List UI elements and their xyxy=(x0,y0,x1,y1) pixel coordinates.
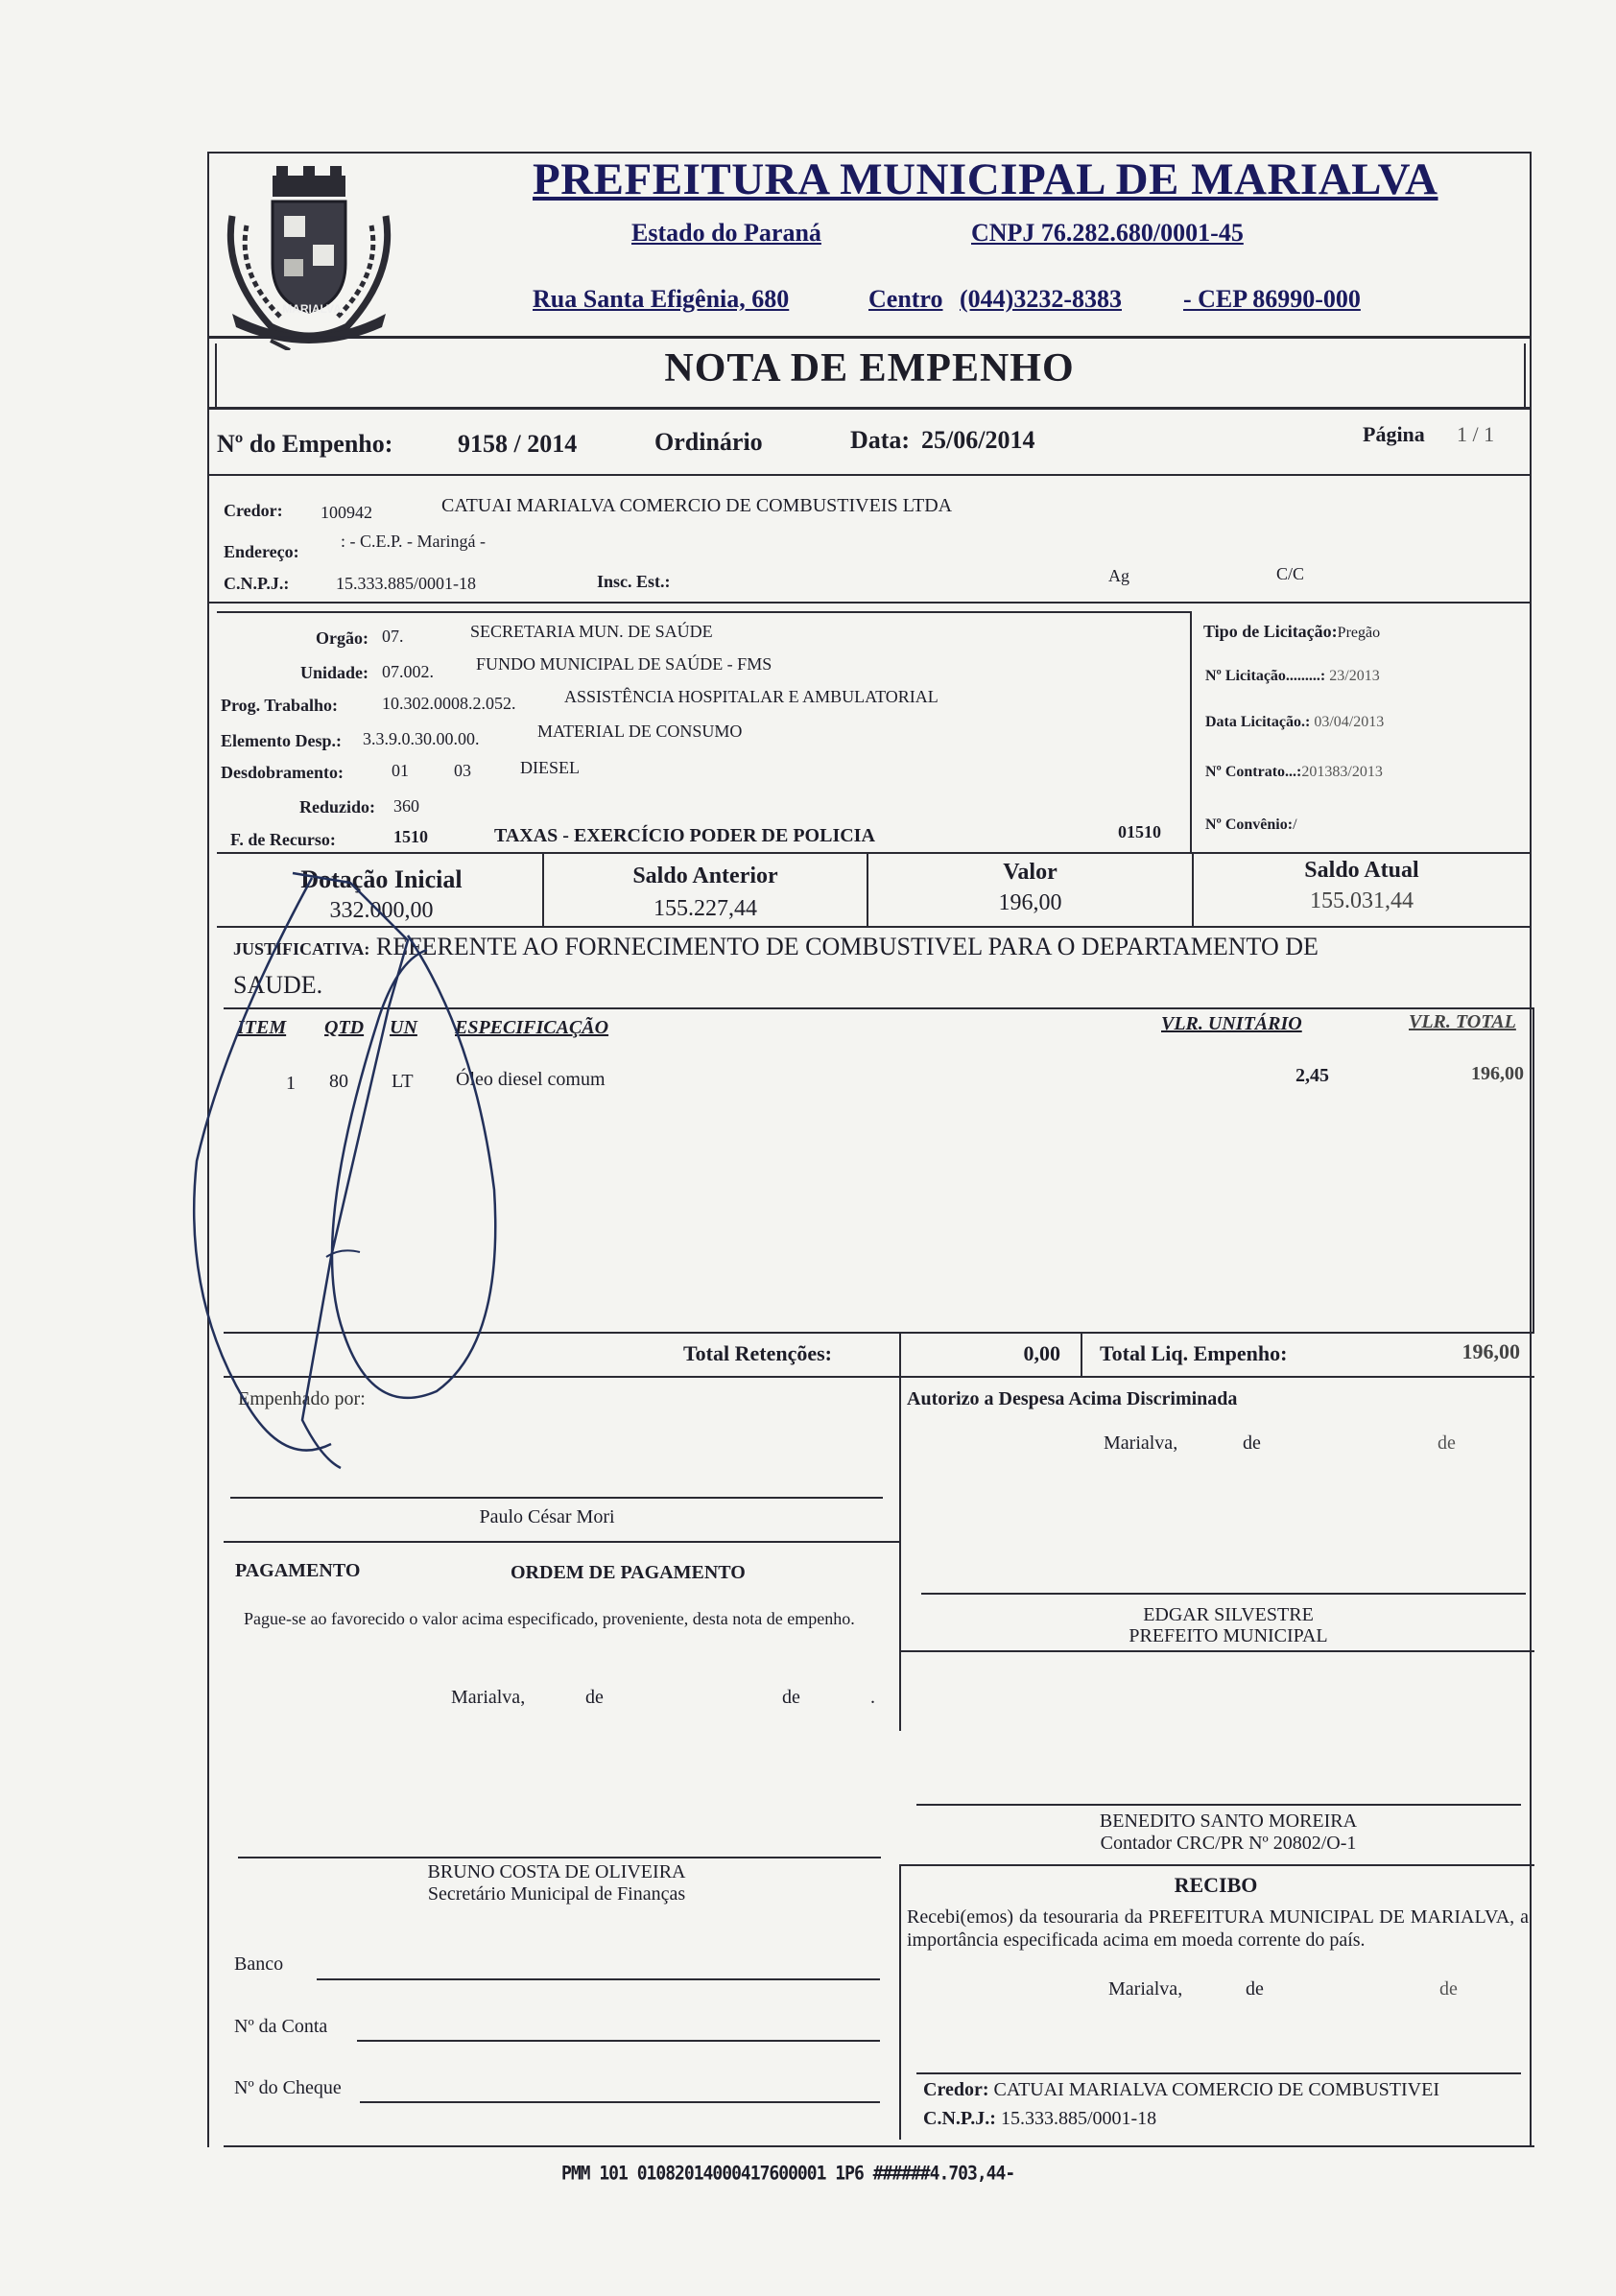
credor-divider xyxy=(207,602,1532,604)
credor-cnpj: 15.333.885/0001-18 xyxy=(336,574,476,593)
empenhado-signature-line xyxy=(230,1497,883,1499)
recurso-name: TAXAS - EXERCÍCIO PODER DE POLICIA xyxy=(494,825,875,846)
insc-est-label: Insc. Est.: xyxy=(597,572,671,591)
unidade-code: 07.002. xyxy=(382,662,434,681)
col-un-header: UN xyxy=(390,1017,417,1038)
prog-trabalho-code: 10.302.0008.2.052. xyxy=(382,694,516,713)
prog-trabalho-label: Prog. Trabalho: xyxy=(221,696,339,715)
recibo-label: RECIBO xyxy=(1174,1873,1258,1897)
municipality-title: PREFEITURA MUNICIPAL DE MARIALVA xyxy=(533,154,1438,204)
state-name: Estado do Paraná xyxy=(631,219,821,247)
header-cnpj: CNPJ 76.282.680/0001-45 xyxy=(971,219,1244,247)
contador-role: Contador CRC/PR Nº 20802/O-1 xyxy=(1100,1833,1357,1854)
empenho-type: Ordinário xyxy=(654,428,763,456)
page-label: Página xyxy=(1363,422,1425,446)
total-liq-value: 196,00 xyxy=(1462,1339,1520,1363)
mid-vertical xyxy=(899,1376,901,1731)
totals-sep-2 xyxy=(1081,1332,1082,1378)
valor-label: Valor xyxy=(1003,860,1058,885)
recibo-cnpj: C.N.P.J.: 15.333.885/0001-18 xyxy=(923,2108,1157,2129)
empenho-divider xyxy=(207,474,1532,476)
frame-left xyxy=(207,152,209,2147)
autorizo-de-1: de xyxy=(1243,1432,1261,1454)
prog-trabalho-name: ASSISTÊNCIA HOSPITALAR E AMBULATORIAL xyxy=(564,687,939,706)
recibo-text: Recebi(emos) da tesouraria da PREFEITURA MUNICIPAL DE MARIALVA, a importância especificada acima em moeda corrente do país. xyxy=(907,1906,1529,1951)
col-qtd-header: QTD xyxy=(324,1017,365,1038)
recurso-label: F. de Recurso: xyxy=(230,830,336,849)
elemento-name: MATERIAL DE CONSUMO xyxy=(537,722,743,741)
elemento-code: 3.3.9.0.30.00.00. xyxy=(363,729,480,748)
saldo-anterior-value: 155.227,44 xyxy=(654,896,757,921)
pagamento-text: Pague-se ao favorecido o valor acima especificado, proveniente, desta nota de empenho. xyxy=(244,1609,855,1628)
autorizo-de-2: de xyxy=(1438,1432,1456,1454)
saldo-atual-label: Saldo Atual xyxy=(1304,858,1419,883)
financas-signature-line xyxy=(238,1857,881,1858)
totals-sep-1 xyxy=(899,1332,901,1378)
orgao-code: 07. xyxy=(382,627,404,646)
seal-banner-text: MARIALVA xyxy=(282,302,342,316)
title-divider xyxy=(207,407,1532,410)
recurso-number: 01510 xyxy=(1118,822,1161,841)
document-title: NOTA DE EMPENHO xyxy=(664,346,1075,391)
empenho-label: Nº do Empenho: xyxy=(217,430,393,458)
orgao-label: Orgão: xyxy=(316,628,368,648)
date-label: Data: xyxy=(850,426,911,454)
justificativa-line: JUSTIFICATIVA: REFERENTE AO FORNECIMENTO DE COMBUSTIVEL PARA O DEPARTAMENTO DE xyxy=(233,933,1319,960)
desdobramento-name: DIESEL xyxy=(520,758,580,777)
cheque-label: Nº do Cheque xyxy=(234,2077,342,2098)
totals-bottom xyxy=(224,1376,1534,1378)
recibo-city: Marialva, xyxy=(1108,1978,1183,2000)
data-licitacao: Data Licitação.: 03/04/2013 xyxy=(1205,714,1385,730)
justificativa-line-2: SAUDE. xyxy=(233,971,323,999)
municipal-seal-icon xyxy=(213,158,405,350)
row-qtd: 80 xyxy=(329,1071,348,1092)
row-espec: Óleo diesel comum xyxy=(456,1069,606,1090)
pagamento-label: PAGAMENTO xyxy=(235,1560,361,1581)
prefeito-signature-line xyxy=(921,1593,1526,1595)
desdobramento-a: 01 xyxy=(392,761,409,780)
elemento-label: Elemento Desp.: xyxy=(221,731,342,750)
credor-label: Credor: xyxy=(224,501,283,520)
retencoes-label: Total Retenções: xyxy=(683,1341,832,1365)
empenho-date: 25/06/2014 xyxy=(921,426,1035,454)
credor-cnpj-label: C.N.P.J.: xyxy=(224,574,290,593)
retencoes-value: 0,00 xyxy=(1023,1341,1060,1365)
saldo-anterior-label: Saldo Anterior xyxy=(632,864,778,888)
unidade-label: Unidade: xyxy=(299,663,368,682)
banco-field[interactable] xyxy=(317,1978,880,1980)
row-item: 1 xyxy=(286,1073,296,1094)
reduzido-label: Reduzido: xyxy=(298,797,375,817)
orgao-name: SECRETARIA MUN. DE SAÚDE xyxy=(470,622,713,641)
conta-field[interactable] xyxy=(357,2040,880,2042)
financas-name: BRUNO COSTA DE OLIVEIRA xyxy=(427,1861,686,1882)
num-convenio: Nº Convênio:/ xyxy=(1205,817,1297,833)
empenhado-label: Empenhado por: xyxy=(238,1388,366,1409)
ordem-pagamento-label: ORDEM DE PAGAMENTO xyxy=(511,1562,746,1583)
valor-value: 196,00 xyxy=(998,890,1062,915)
unidade-name: FUNDO MUNICIPAL DE SAÚDE - FMS xyxy=(476,654,772,674)
contador-signature-line xyxy=(916,1804,1521,1806)
recibo-credor-line xyxy=(916,2072,1521,2074)
totals-top xyxy=(224,1332,1534,1334)
contador-name: BENEDITO SANTO MOREIRA xyxy=(1099,1811,1358,1832)
address-label: Endereço: xyxy=(224,542,299,561)
items-table xyxy=(224,1007,1534,1334)
ag-label: Ag xyxy=(1108,566,1129,585)
saldo-atual-value: 155.031,44 xyxy=(1310,888,1414,913)
saldos-top xyxy=(217,852,1532,854)
row-total: 196,00 xyxy=(1471,1063,1524,1084)
header-divider xyxy=(207,336,1532,339)
num-licitacao: Nº Licitação.........: 23/2013 xyxy=(1205,668,1380,684)
row-un: LT xyxy=(392,1071,414,1092)
pagamento-dot: . xyxy=(870,1687,875,1708)
banco-label: Banco xyxy=(234,1953,284,1975)
street-address: Rua Santa Efigênia, 680 xyxy=(533,285,790,313)
desdobramento-b: 03 xyxy=(454,761,471,780)
conta-label: Nº da Conta xyxy=(234,2016,328,2037)
empenhado-name: Paulo César Mori xyxy=(479,1506,615,1527)
empenho-number: 9158 / 2014 xyxy=(458,430,578,458)
autorizo-label: Autorizo a Despesa Acima Discriminada xyxy=(907,1388,1238,1409)
dotacao-value: 332.000,00 xyxy=(329,898,434,923)
col-total-header: VLR. TOTAL xyxy=(1409,1011,1516,1032)
recibo-de-1: de xyxy=(1246,1978,1264,2000)
recibo-de-2: de xyxy=(1439,1978,1458,2000)
dotacao-label: Dotação Inicial xyxy=(300,865,463,893)
pagamento-de-2: de xyxy=(782,1687,800,1708)
desdobramento-label: Desdobramento: xyxy=(221,763,344,782)
prefeito-role: PREFEITO MUNICIPAL xyxy=(1129,1625,1328,1646)
empenhado-bottom xyxy=(224,1541,899,1543)
total-liq-label: Total Liq. Empenho: xyxy=(1100,1341,1288,1365)
page-number: 1 / 1 xyxy=(1457,422,1495,446)
district: Centro xyxy=(868,285,943,313)
cep: - CEP 86990-000 xyxy=(1183,285,1361,313)
num-contrato: Nº Contrato...:201383/2013 xyxy=(1205,764,1383,780)
phone: (044)3232-8383 xyxy=(960,285,1122,313)
credor-address: : - C.E.P. - Maringá - xyxy=(341,532,486,551)
recibo-credor: Credor: CATUAI MARIALVA COMERCIO DE COMBUSTIVEI xyxy=(923,2079,1439,2100)
frame-bottom xyxy=(224,2145,1534,2147)
autorizo-city: Marialva, xyxy=(1104,1432,1178,1454)
classification-box-top xyxy=(217,611,1192,613)
saldos-bottom xyxy=(217,926,1532,928)
pagamento-de-1: de xyxy=(585,1687,604,1708)
row-unit: 2,45 xyxy=(1295,1065,1329,1086)
col-unit-header: VLR. UNITÁRIO xyxy=(1161,1013,1302,1034)
credor-code: 100942 xyxy=(321,503,372,522)
pagamento-city: Marialva, xyxy=(451,1687,526,1708)
cc-label: C/C xyxy=(1276,564,1305,583)
prefeito-name: EDGAR SILVESTRE xyxy=(1143,1604,1314,1625)
financas-role: Secretário Municipal de Finanças xyxy=(427,1883,686,1905)
cheque-field[interactable] xyxy=(360,2101,880,2103)
col-espec-header: ESPECIFICAÇÃO xyxy=(455,1017,609,1038)
reduzido-value: 360 xyxy=(393,796,419,816)
recurso-code: 1510 xyxy=(393,827,428,846)
footer-code: PMM 101 01082014000417600001 1P6 ######4.703,44- xyxy=(561,2162,1015,2186)
tipo-licitacao-label: Tipo de Licitação:Pregão xyxy=(1203,622,1381,641)
autorizo-bottom xyxy=(899,1650,1534,1652)
credor-name: CATUAI MARIALVA COMERCIO DE COMBUSTIVEIS LTDA xyxy=(441,495,953,516)
col-item-header: ITEM xyxy=(237,1017,287,1038)
